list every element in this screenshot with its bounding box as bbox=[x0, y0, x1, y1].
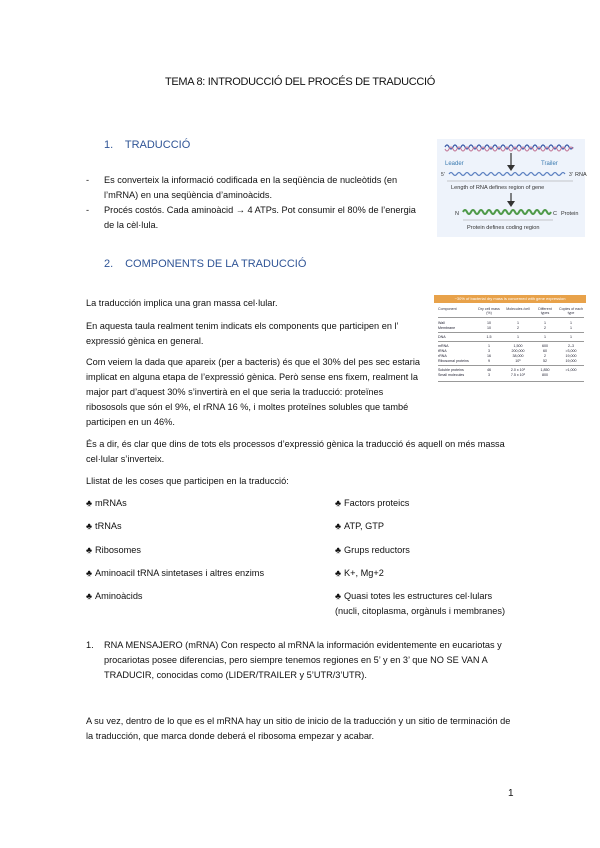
list-item-right: ♣ K+, Mg+2 bbox=[335, 568, 384, 578]
table-rule bbox=[438, 317, 584, 318]
bullet-marker: - bbox=[86, 175, 90, 185]
rna-caption: Length of RNA defines region of gene bbox=[451, 185, 545, 191]
table-cell: rRNA bbox=[438, 354, 447, 358]
table-cell: 2 bbox=[544, 354, 546, 358]
table-cell: 60 bbox=[543, 349, 547, 353]
table-cell: 10 bbox=[487, 326, 491, 330]
club-icon: ♣ bbox=[335, 591, 342, 601]
paragraph: La traducción implica una gran massa cel·lular. bbox=[86, 298, 278, 308]
three-prime-label: 3' bbox=[569, 172, 573, 178]
bullet-text: Procés costós. Cada aminoàcid → 4 ATPs. Pot consumir el 80% de l’energia de la cèl·lula. bbox=[104, 205, 416, 230]
paragraph: En aquesta taula realment tenim indicats els components que participen en l’ expressió gènica en general. bbox=[86, 321, 399, 346]
components-table-figure bbox=[434, 295, 586, 399]
bullet-text: Es converteix la informació codificada en la seqüència de nucleòtids (en l’mRNA) en una seqüència d’aminoàcids. bbox=[104, 175, 398, 200]
club-icon: ♣ bbox=[335, 568, 342, 578]
table-cell: DNA bbox=[438, 335, 446, 339]
table-cell: 10⁶ bbox=[515, 359, 521, 363]
club-icon: ♣ bbox=[86, 568, 93, 578]
table-header-banner: ~30% of bacterial dry mass is concerned with gene expression bbox=[434, 295, 586, 303]
table-cell: Ribosomal proteins bbox=[438, 359, 469, 363]
table-cell: 1 bbox=[517, 321, 519, 325]
section-heading-traduccio bbox=[104, 139, 190, 151]
c-terminus-label: C bbox=[553, 211, 557, 217]
table-cell: 16 bbox=[487, 354, 491, 358]
table-cell: 3 bbox=[488, 373, 490, 377]
trailer-label: Trailer bbox=[541, 161, 558, 167]
paragraph: Com veiem la dada que apareix (per a bacteris) és que el 30% del pes sec estaria implicat en alguna etapa de l’expressió gènica. Però sense ens fixem, realment la major part d’aquest 30% s’invertirà en el que seria la traducció: proteïnes ribososols que són el 9%, el rRNA 16 %, i moltes proteïnes solubles que també participen en un 46%. bbox=[86, 357, 420, 427]
bullet-marker: - bbox=[86, 205, 90, 215]
bullet-item bbox=[86, 203, 416, 233]
list-item-left: ♣ Aminoacil tRNA sintetases i altres enzims bbox=[86, 568, 265, 578]
club-icon: ♣ bbox=[86, 498, 93, 508]
list-item-left: ♣ Ribosomes bbox=[86, 545, 141, 555]
list-item-left: ♣ Aminoàcids bbox=[86, 591, 143, 601]
section-number: 2. bbox=[104, 258, 114, 270]
list-item-left: ♣ tRNAs bbox=[86, 521, 122, 531]
column-header: Different types bbox=[538, 307, 552, 315]
table-cell: 1 bbox=[544, 335, 546, 339]
table-cell: 1.5 bbox=[486, 335, 492, 339]
table-cell: >1,000 bbox=[565, 368, 577, 372]
rna-protein-figure bbox=[437, 139, 585, 237]
table-cell: 1 bbox=[488, 344, 490, 348]
table-cell: Small molecules bbox=[438, 373, 465, 377]
rna-label: RNA bbox=[575, 172, 587, 178]
club-icon: ♣ bbox=[335, 498, 342, 508]
item-text: RNA MENSAJERO (mRNA) Con respecto al mRNA la información evidentemente en eucariotas y procariotas posee diferencias, pero siempre tenemos regiones en 5’ y en 3’ que NO SE VAN A TRADUCIR, conocidas como (LIDER/TRAILER y 5’UTR/3’UTR). bbox=[104, 640, 502, 680]
list-item-left: ♣ mRNAs bbox=[86, 498, 127, 508]
five-prime-label: 5' bbox=[441, 172, 445, 178]
table-cell: 2–3 bbox=[568, 344, 574, 348]
table-cell: 7.5 x 10⁶ bbox=[510, 373, 526, 377]
protein-label: Protein bbox=[561, 211, 579, 217]
column-header: Copies of each type bbox=[559, 307, 583, 315]
table-rule bbox=[438, 365, 584, 366]
table-cell: 2 bbox=[544, 326, 546, 330]
section-title: COMPONENTS DE LA TRADUCCIÓ bbox=[125, 258, 307, 270]
table-rule bbox=[438, 332, 584, 333]
list-item-right: ♣ Quasi totes les estructures cel·lulars (nucli, citoplasma, orgànuls i membranes) bbox=[335, 591, 506, 616]
table-cell: 2 bbox=[517, 326, 519, 330]
club-icon: ♣ bbox=[335, 521, 342, 531]
table-cell: 46 bbox=[487, 368, 491, 372]
section-number: 1. bbox=[104, 139, 114, 151]
item-number: 1. bbox=[86, 640, 94, 650]
numbered-item-mrna bbox=[86, 638, 516, 683]
table-cell: 600 bbox=[542, 344, 548, 348]
table-cell: 1 bbox=[570, 335, 572, 339]
table-rule bbox=[438, 341, 584, 342]
table-cell: tRNA bbox=[438, 349, 447, 353]
club-icon: ♣ bbox=[86, 591, 93, 601]
table-cell: 2.0 x 10⁶ bbox=[510, 368, 526, 372]
table-cell: 38,000 bbox=[512, 354, 524, 358]
table-cell: Membrane bbox=[438, 326, 456, 330]
paragraph: És a dir, és clar que dins de tots els processos d’expressió gènica la traducció és aquell on més massa cel·lular s’inverteix. bbox=[86, 439, 505, 464]
table-cell: mRNA bbox=[438, 344, 449, 348]
section-heading-components bbox=[104, 258, 306, 270]
section-title: TRADUCCIÓ bbox=[124, 139, 191, 151]
table-cell: 200,000 bbox=[511, 349, 525, 353]
table-cell: 52 bbox=[543, 359, 547, 363]
paragraph: A su vez, dentro de lo que es el mRNA hay un sitio de inicio de la traducción y un sitio de terminación de la traducción, que marca donde deberá el ribosoma empezar y acabar. bbox=[86, 716, 511, 741]
table-cell: 1 bbox=[544, 321, 546, 325]
table-cell: 1 bbox=[570, 321, 572, 325]
bullet-item bbox=[86, 173, 416, 203]
club-icon: ♣ bbox=[335, 545, 342, 555]
bullet-list bbox=[86, 173, 416, 233]
table-cell: >3,000 bbox=[565, 349, 577, 353]
n-terminus-label: N bbox=[455, 211, 459, 217]
table-rule bbox=[438, 381, 584, 382]
column-header: Component bbox=[438, 307, 457, 311]
list-item-right: ♣ Grups reductors bbox=[335, 545, 410, 555]
table-cell: 19,000 bbox=[565, 359, 577, 363]
table-cell: 1 bbox=[517, 335, 519, 339]
table-cell: 1,500 bbox=[513, 344, 523, 348]
table-cell: 19,000 bbox=[565, 354, 577, 358]
table-cell: 800 bbox=[542, 373, 548, 377]
table-cell: 9 bbox=[488, 359, 490, 363]
page-number: 1 bbox=[508, 788, 514, 799]
paragraph: Llistat de les coses que participen en la traducció: bbox=[86, 476, 289, 486]
column-header: Molecules /cell bbox=[506, 307, 530, 311]
table-cell: 1 bbox=[570, 326, 572, 330]
table-cell: 3 bbox=[488, 349, 490, 353]
column-header: Dry cell mass (%) bbox=[478, 307, 500, 315]
table-cell: Soluble proteins bbox=[438, 368, 464, 372]
protein-caption: Protein defines coding region bbox=[467, 225, 540, 231]
list-item-right: ♣ Factors proteics bbox=[335, 498, 410, 508]
document-title: TEMA 8: INTRODUCCIÓ DEL PROCÉS DE TRADUCCIÓ bbox=[164, 76, 436, 88]
table-cell: Wall bbox=[438, 321, 445, 325]
table-cell: 1,850 bbox=[540, 368, 550, 372]
table-cell: 10 bbox=[487, 321, 491, 325]
club-icon: ♣ bbox=[86, 545, 93, 555]
list-item-right: ♣ ATP, GTP bbox=[335, 521, 385, 531]
leader-label: Leader bbox=[445, 161, 464, 167]
club-icon: ♣ bbox=[86, 521, 93, 531]
